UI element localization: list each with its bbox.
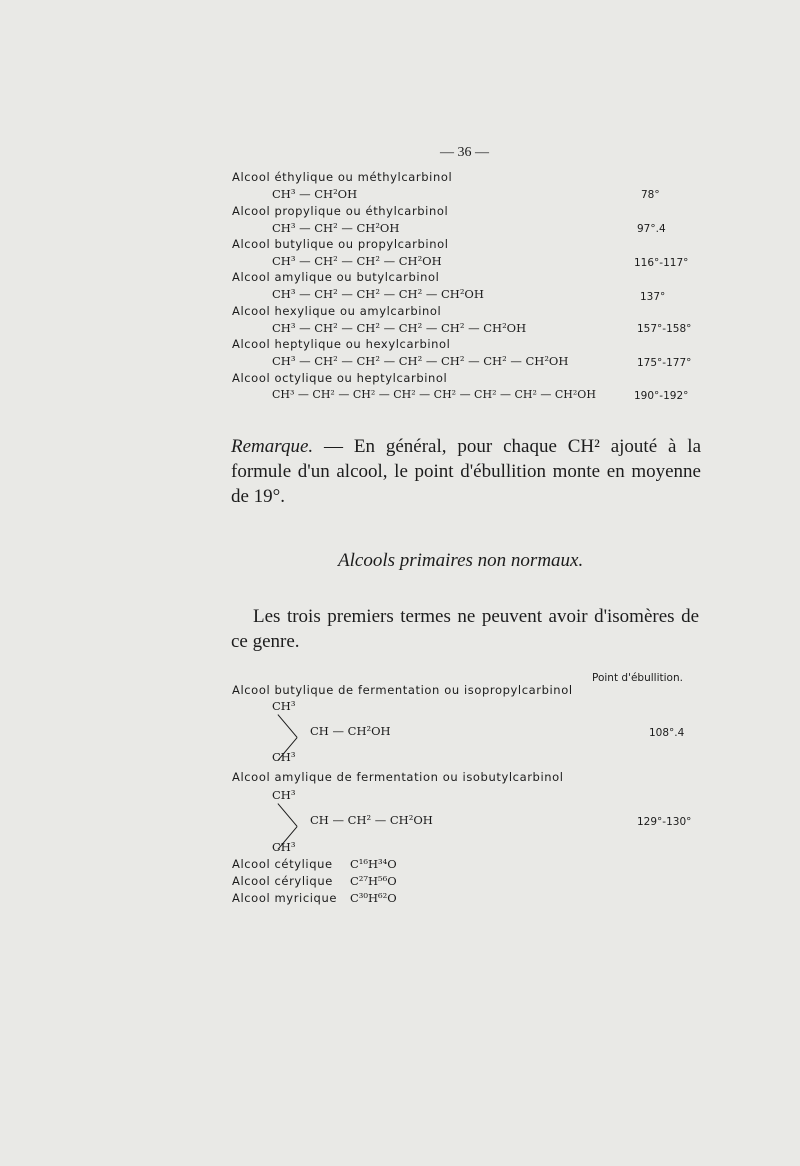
formula-top-group: CH³ [272,699,296,713]
alcohol-formula: CH³ — CH²OH [272,187,358,201]
alcohol-name: Alcool octylique ou heptylcarbinol [232,371,448,385]
formula-chain: CH — CH² — CH²OH [310,813,433,827]
remark-label: Remarque. [231,436,314,457]
section-title: Alcools primaires non normaux. [338,550,584,571]
boiling-point: 97°.4 [637,223,666,235]
boiling-point: 78° [641,189,660,201]
alcohol-formula: C²⁷H⁵⁶O [350,874,397,888]
alcohol-name: Alcool amylique ou butylcarbinol [232,270,440,284]
boiling-point: 190°-192° [634,390,689,402]
alcohol-name: Alcool amylique de fermentation ou isobutylcarbinol [232,770,564,784]
boiling-point: 108°.4 [649,727,685,739]
boiling-point: 116°-117° [634,257,689,269]
formula-bottom-group: CH³ [272,750,296,764]
bond-line [277,714,297,738]
intro-paragraph: Les trois premiers termes ne peuvent avoir d'isomères de ce genre. [231,606,699,652]
alcohol-name: Alcool butylique de fermentation ou isopropylcarbinol [232,683,573,697]
alcohol-name: Alcool propylique ou éthylcarbinol [232,204,449,218]
alcohol-formula: C¹⁶H³⁴O [350,857,397,871]
alcohol-formula: CH³ — CH² — CH² — CH² — CH² — CH² — CH²OH [272,354,569,368]
bond-line [277,803,297,827]
remark-paragraph [231,434,701,509]
boiling-point-column-header: Point d'ébullition. [592,672,683,684]
alcohol-formula: CH³ — CH² — CH² — CH² — CH² — CH²OH [272,321,527,335]
alcohol-formula: CH³ — CH² — CH²OH [272,221,400,235]
boiling-point: 175°-177° [637,357,692,369]
alcohol-formula: CH³ — CH² — CH² — CH² — CH² — CH² — CH² — CH²OH [272,388,596,401]
alcohol-name: Alcool éthylique ou méthylcarbinol [232,170,453,184]
alcohol-name: Alcool hexylique ou amylcarbinol [232,304,442,318]
alcohol-name: Alcool cétylique [232,857,333,871]
alcohol-formula: CH³ — CH² — CH² — CH²OH [272,254,442,268]
alcohol-formula: C³⁰H⁶²O [350,891,397,905]
alcohol-name: Alcool myricique [232,891,338,905]
page-number: — 36 — [440,145,489,160]
remark-text: — En général, pour chaque CH² ajouté à la formule d'un alcool, le point d'ébullition monte en moyenne de 19°. [231,436,702,507]
boiling-point: 129°-130° [637,816,692,828]
formula-bottom-group: CH³ [272,840,296,854]
alcohol-formula: CH³ — CH² — CH² — CH² — CH²OH [272,287,484,301]
boiling-point: 137° [640,291,666,303]
formula-chain: CH — CH²OH [310,724,391,738]
formula-top-group: CH³ [272,788,296,802]
alcohol-name: Alcool cérylique [232,874,333,888]
boiling-point: 157°-158° [637,323,692,335]
alcohol-name: Alcool heptylique ou hexylcarbinol [232,337,451,351]
alcohol-name: Alcool butylique ou propylcarbinol [232,237,449,251]
